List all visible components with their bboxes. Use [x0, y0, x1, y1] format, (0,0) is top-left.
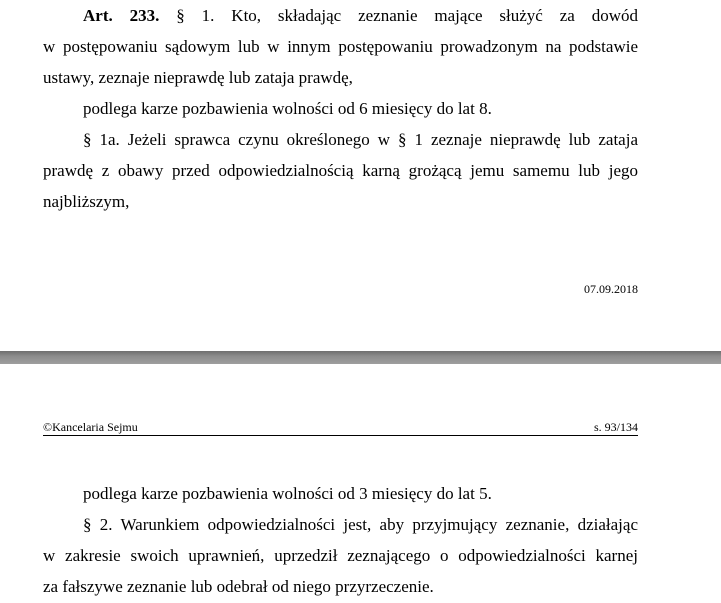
paragraph-line: podlega karze pozbawienia wolności od 6 miesięcy do lat 8. — [83, 99, 492, 118]
paragraph-line — [43, 0, 638, 31]
paragraph-line: § 2. Warunkiem odpowiedzialności jest, aby przyjmujący zeznanie, działając — [83, 515, 638, 534]
paragraph-line: § 1a. Jeżeli sprawca czynu określonego w § 1 zeznaje nieprawdę lub zataja — [83, 130, 638, 149]
paragraph-2 — [43, 509, 638, 602]
paragraph-line: w postępowaniu sądowym lub w innym postępowaniu prowadzonym na podstawie — [43, 37, 638, 56]
article-label: Art. 233. — [83, 6, 160, 25]
penalty-paragraph-2 — [43, 478, 638, 509]
paragraph-line: za fałszywe zeznanie lub odebrał od niego przyrzeczenie. — [43, 577, 434, 596]
document-date: 07.09.2018 — [584, 282, 638, 296]
paragraph-line: prawdę z obawy przed odpowiedzialnością karną grożącą jemu samemu lub jego — [43, 161, 638, 180]
footer-divider — [43, 435, 638, 436]
footer-page-number: s. 93/134 — [593, 420, 638, 434]
article-233-paragraph-1 — [43, 0, 638, 93]
paragraph-line: podlega karze pozbawienia wolności od 3 miesięcy do lat 5. — [83, 484, 492, 503]
paragraph-text: § 1. Kto, składając zeznanie mające służyć za dowód — [159, 6, 638, 25]
paragraph-line: najbliższym, — [43, 192, 130, 211]
paragraph-line: w zakresie swoich uprawnień, uprzedził zeznającego o odpowiedzialności karnej — [43, 546, 638, 565]
page-separator — [0, 351, 721, 364]
paragraph-line: ustawy, zeznaje nieprawdę lub zataja prawdę, — [43, 68, 353, 87]
penalty-paragraph-1 — [43, 93, 638, 124]
paragraph-1a — [43, 124, 638, 217]
footer-publisher: ©Kancelaria Sejmu — [43, 420, 138, 434]
